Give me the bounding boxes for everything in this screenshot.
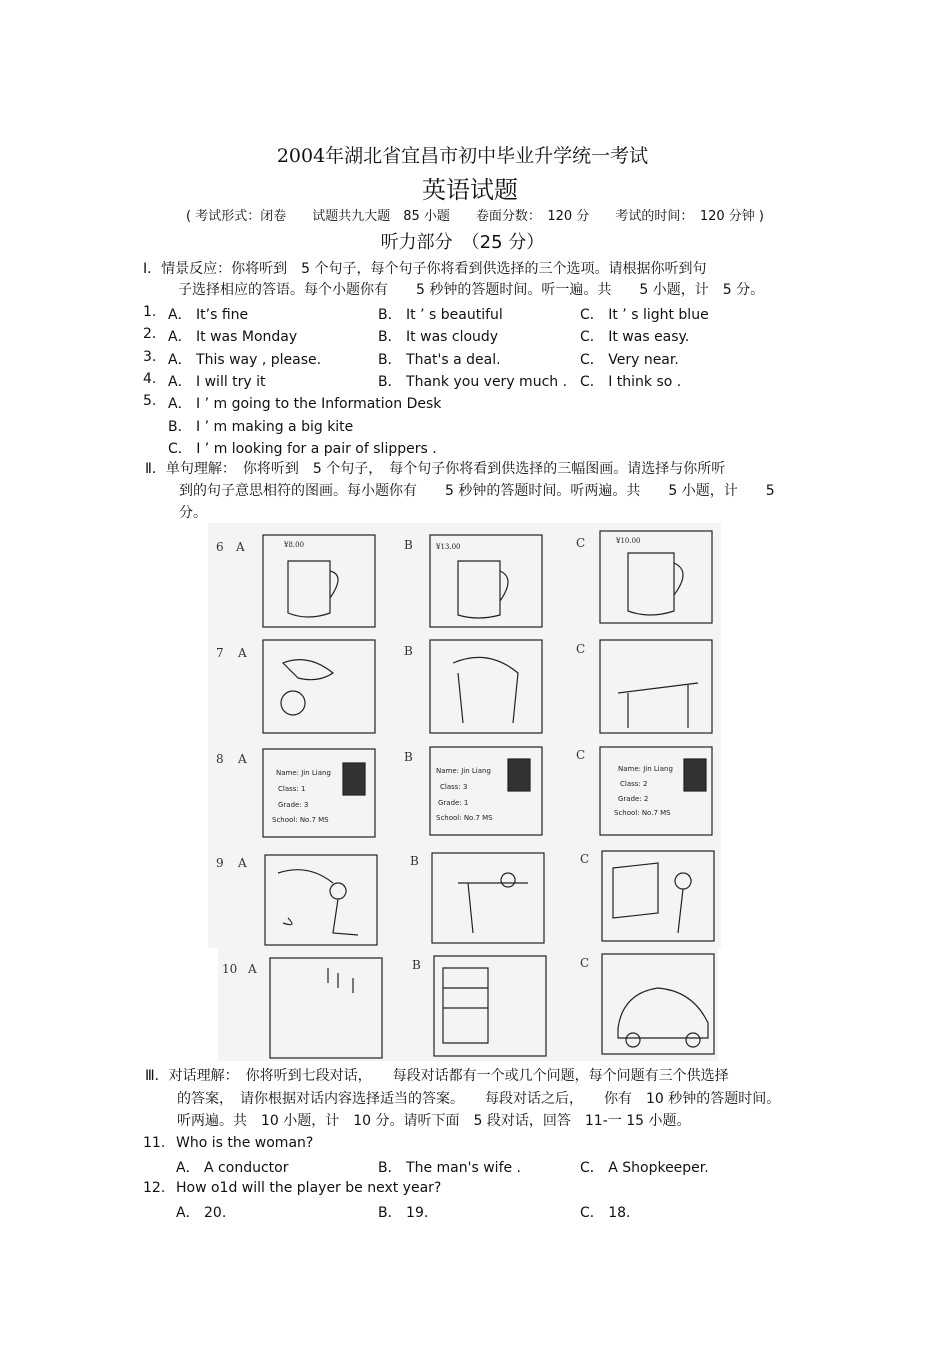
label-c: C <box>576 748 586 762</box>
option-a: A． This way , please. <box>168 352 322 368</box>
photo-icon <box>343 763 365 795</box>
question-number: 4. <box>143 371 157 387</box>
option-a: A． I ’ m going to the Information Desk <box>168 396 442 412</box>
picture-grid <box>208 523 723 1063</box>
option-c: C． It ’ s light blue <box>580 307 709 323</box>
card-line: School: No.7 MS <box>272 816 329 824</box>
question-number: 2. <box>143 326 157 342</box>
label-b: B <box>404 644 413 658</box>
option-c: C． I ’ m looking for a pair of slippers . <box>168 441 437 457</box>
photo-icon <box>508 759 530 791</box>
price-6a: ¥8.00 <box>284 541 305 549</box>
label-a: A <box>238 646 247 660</box>
part2-instruction-1: Ⅱ．单句理解： 你将听到 5 个句子， 每个句子你将看到供选择的三幅图画。请选择与你所听 <box>145 461 726 477</box>
part3-instruction-2: 的答案， 请你根据对话内容选择适当的答案。 每段对话之后， 你有 10 秒钟的答题时间。 <box>177 1091 781 1107</box>
part2-instruction-3: 分。 <box>179 505 207 521</box>
price-6c: ¥10.00 <box>616 537 641 545</box>
question-text: Who is the woman? <box>176 1135 314 1151</box>
label-c: C <box>576 642 586 656</box>
option-a: A． I will try it <box>168 374 266 390</box>
label-b: B <box>412 958 421 972</box>
row-number: 7 <box>216 646 224 660</box>
option-b: B． It ’ s beautiful <box>378 307 503 323</box>
label-b: B <box>404 538 413 552</box>
option-c: C． A Shopkeeper. <box>580 1160 709 1176</box>
card-line: Name: Jin Liang <box>436 767 491 775</box>
part3-instruction-3: 听两遍。共 10 小题，计 10 分。请听下面 5 段对话，回答 11-一 15 小题。 <box>177 1113 691 1129</box>
option-b: B． That's a deal. <box>378 352 501 368</box>
option-b: B． 19. <box>378 1205 429 1221</box>
listening-heading: 听力部分 （25 分） <box>380 232 545 253</box>
option-a: A． It’s fine <box>168 307 249 323</box>
label-c: C <box>576 536 586 550</box>
option-c: C． I think so . <box>580 374 682 390</box>
option-a: A． 20. <box>176 1205 227 1221</box>
part3-instruction-1: Ⅲ．对话理解： 你将听到七段对话， 每段对话都有一个或几个问题，每个问题有三个供选择 <box>145 1068 729 1084</box>
card-line: Grade: 1 <box>438 799 469 807</box>
label-a: A <box>248 962 257 976</box>
option-a: A． It was Monday <box>168 329 298 345</box>
question-number: 11. <box>143 1135 166 1151</box>
row-number: 8 <box>216 752 224 766</box>
label-b: B <box>404 750 413 764</box>
photo-icon <box>684 759 706 791</box>
question-text: How o1d will the player be next year? <box>176 1180 442 1196</box>
label-c: C <box>580 956 590 970</box>
option-b: B． It was cloudy <box>378 329 499 345</box>
row-number: 10 <box>222 962 238 976</box>
part2-instruction-2: 到的句子意思相符的图画。每小题你有 5 秒钟的答题时间。听两遍。共 5 小题，计 5 <box>179 483 775 499</box>
label-a: A <box>236 540 245 554</box>
row-number: 6 <box>216 540 224 554</box>
card-line: School: No.7 MS <box>436 814 493 822</box>
card-line: Class: 1 <box>278 785 306 793</box>
card-line: Class: 3 <box>440 783 468 791</box>
question-number: 12. <box>143 1180 166 1196</box>
question-number: 1. <box>143 304 157 320</box>
option-b: B． The man's wife . <box>378 1160 522 1176</box>
price-6b: ¥13.00 <box>436 543 461 551</box>
label-a: A <box>238 856 247 870</box>
option-c: C． It was easy. <box>580 329 690 345</box>
card-line: Grade: 3 <box>278 801 309 809</box>
option-b: B． I ’ m making a big kite <box>168 419 354 435</box>
label-b: B <box>410 854 419 868</box>
option-b: B． Thank you very much . <box>378 374 568 390</box>
label-c: C <box>580 852 590 866</box>
scan-background-lower <box>218 948 718 1061</box>
card-line: Name: Jin Liang <box>276 769 331 777</box>
card-line: Name: Jin Liang <box>618 765 673 773</box>
part1-instruction-2: 子选择相应的答语。每个小题你有 5 秒钟的答题时间。听一遍。共 5 小题，计 5 分。 <box>178 282 765 298</box>
part1-instruction-1: I．情景反应：你将听到 5 个句子，每个句子你将看到供选择的三个选项。请根据你听到句 <box>143 261 707 277</box>
card-line: Grade: 2 <box>618 795 649 803</box>
scan-background <box>208 523 721 948</box>
subject-title: 英语试题 <box>422 176 518 204</box>
exam-title: 2004年湖北省宜昌市初中毕业升学统一考试 <box>276 145 649 167</box>
exam-info: ( 考试形式：闭卷 试题共九大题 85 小题 卷面分数： 120 分 考试的时间： 120 分钟 ) <box>186 209 764 224</box>
option-a: A． A conductor <box>176 1160 289 1176</box>
option-c: C． 18. <box>580 1205 631 1221</box>
card-line: Class: 2 <box>620 780 648 788</box>
question-number: 5. <box>143 393 157 409</box>
card-line: School: No.7 MS <box>614 809 671 817</box>
question-number: 3. <box>143 349 157 365</box>
row-number: 9 <box>216 856 224 870</box>
label-a: A <box>238 752 247 766</box>
option-c: C． Very near. <box>580 352 679 368</box>
